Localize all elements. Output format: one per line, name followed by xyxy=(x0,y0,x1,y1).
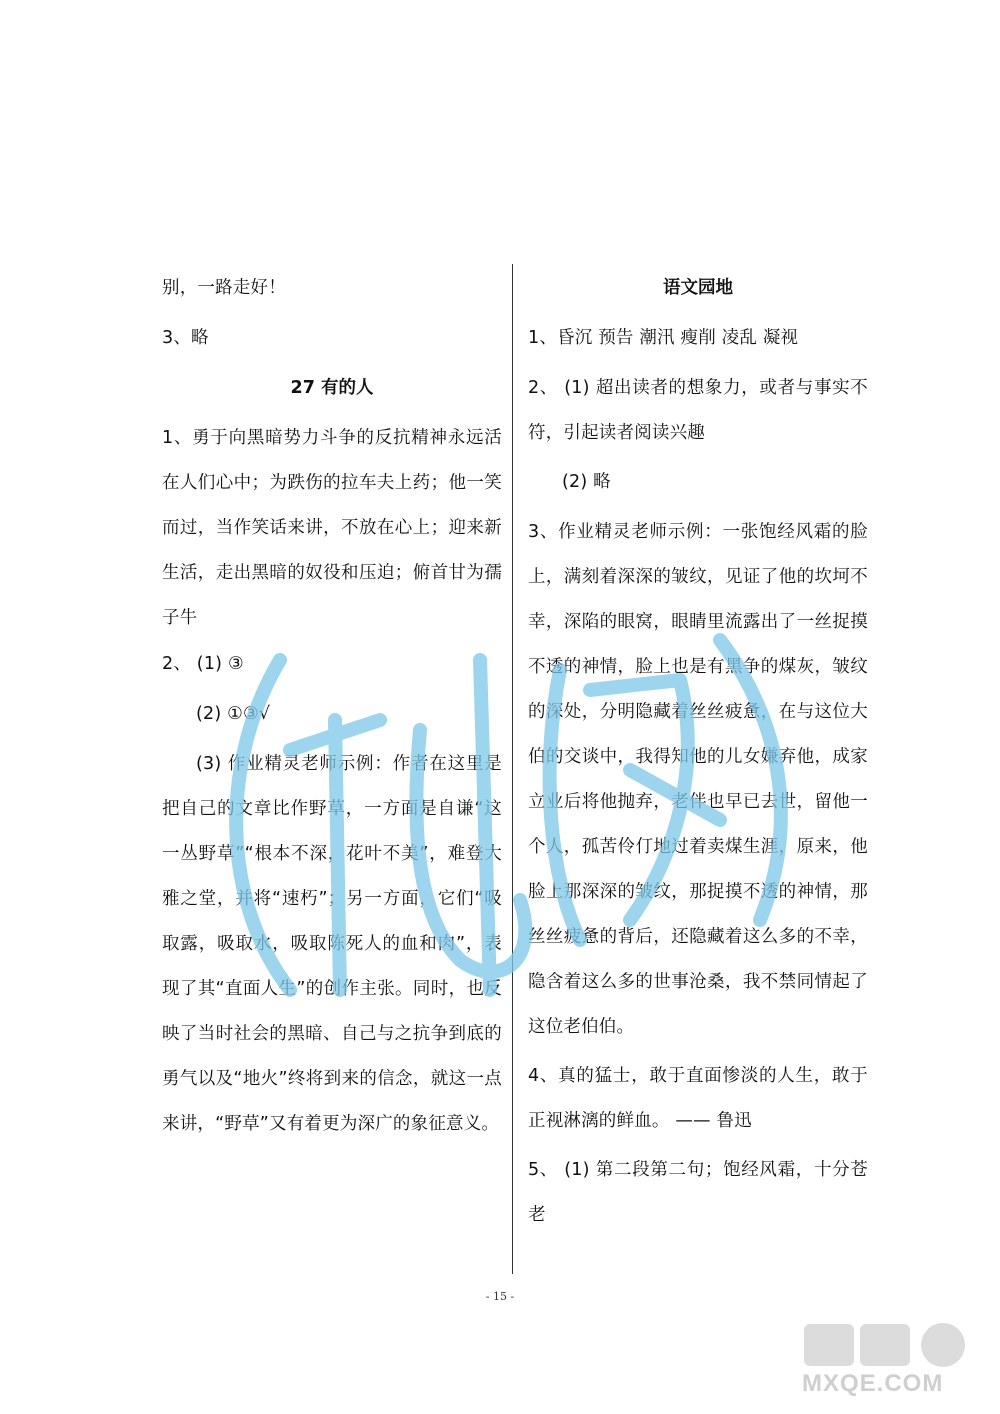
corner-logo xyxy=(798,1316,988,1406)
answer-item-3: 3、作业精灵老师示例：一张饱经风霜的脸上，满刻着深深的皱纹，见证了他的坎坷不幸，深陷的眼窝，眼睛里流露出了一丝捉摸不透的神情，脸上也是有黑争的煤灰，皱纹的深处，分明隐藏着丝丝疲惫，在与这位大伯的交谈中，我得知他的儿女嫌弃他，成家立业后将他抛弃，老伴也早已去世，留他一个人，孤苦伶仃地过着卖煤生涯，原来，他脸上那深深的皱纹，那捉摸不透的神情，那丝丝疲惫的背后，还隐藏着这么多的不幸，隐含着这么多的世事沧桑，我不禁同情起了这位老伯伯。 xyxy=(528,522,868,1037)
answer-item-2-2: (2) ①③√ xyxy=(196,704,271,724)
answer-item-1: 1、勇于向黑暗势力斗争的反抗精神永远活在人们心中；为跌伤的拉车夫上药；他一笑而过，当作笑话来讲，不放在心上；迎来新生活，走出黑暗的奴役和压迫；俯首甘为孺子牛 xyxy=(162,428,502,628)
continued-line: 别，一路走好！ xyxy=(162,278,286,298)
answer-item-3: 3、略 xyxy=(162,328,209,348)
answer-item-2-1: 2、 (1) ③ xyxy=(162,654,244,674)
answer-item-1: 1、昏沉 预告 潮汛 瘦削 凌乱 凝视 xyxy=(528,328,799,348)
page-number: - 15 - xyxy=(485,1290,515,1303)
section-title-youderen: 27 有的人 xyxy=(290,378,374,398)
answer-item-5: 5、 (1) 第二段第二句；饱经风霜，十分苍老 xyxy=(528,1160,868,1225)
section-title-yuwenyuandi: 语文园地 xyxy=(663,278,733,298)
answer-item-4: 4、真的猛士，敢于直面惨淡的人生，敢于正视淋漓的鲜血。 —— 鲁迅 xyxy=(528,1066,868,1131)
logo-text: MXQE.COM xyxy=(802,1370,944,1397)
column-divider xyxy=(512,264,513,1274)
logo-badge-icon xyxy=(798,1316,988,1406)
answer-item-2-2: (2) 略 xyxy=(562,472,611,492)
answer-item-2-1: 2、 (1) 超出读者的想象力，或者与事实不符，引起读者阅读兴趣 xyxy=(528,378,868,443)
answer-item-2-3: (3) 作业精灵老师示例：作者在这里是把自己的文章比作野草，一方面是自谦“这一丛野草”“根本不深，花叶不美”，难登大雅之堂，并将“速朽”；另一方面，它们“吸取露，吸取水，吸取陈死人的血和肉”，表现了其“直面人生”的创作主张。同时，也反映了当时社会的黑暗、自己与之抗争到底的勇气以及“地火”终将到来的信念，就这一点来讲，“野草”又有着更为深广的象征意义。 xyxy=(162,754,502,1134)
